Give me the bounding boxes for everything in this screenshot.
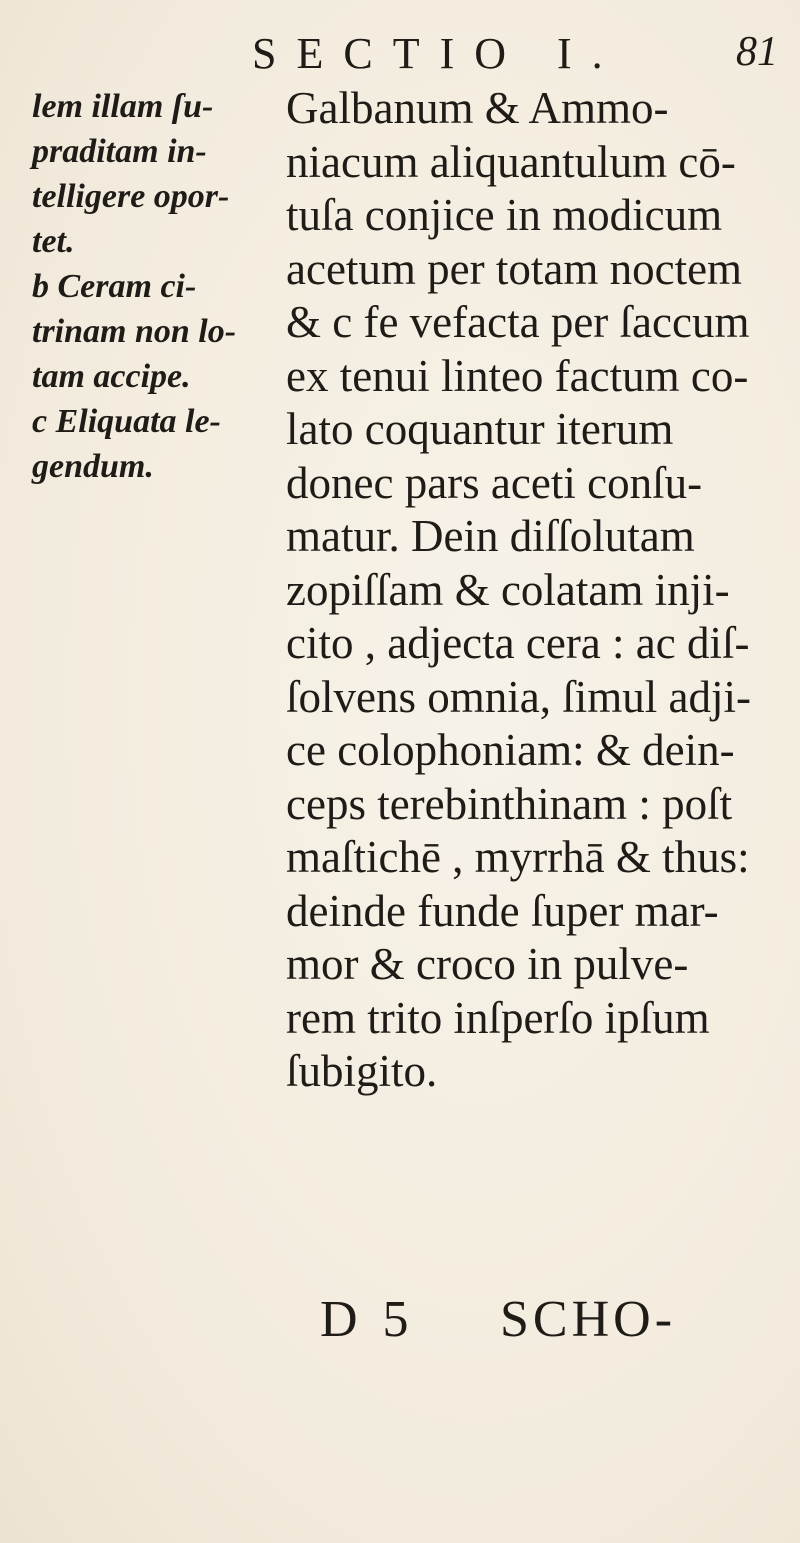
body-line: donec pars aceti conſu- (286, 457, 703, 508)
margin-note-line: tet. (32, 223, 75, 260)
margin-note-line: c Eliquata le- (32, 403, 221, 440)
catchword: SCHO- (500, 1291, 677, 1348)
section-heading: SECTIO I. (252, 29, 623, 78)
running-header (252, 28, 778, 80)
marginal-notes (32, 84, 267, 489)
body-line: ſubigito. (286, 1046, 438, 1096)
body-line: rem trito inſperſo ipſum (286, 992, 710, 1043)
page-footer (320, 1290, 782, 1350)
body-line: deinde funde ſuper mar- (286, 885, 719, 936)
body-line: cito , adjecta cera : ac diſ- (286, 618, 750, 668)
body-line: ſolvens omnia, ſimul adji- (286, 671, 751, 722)
body-line: ce colophoniam: & dein- (286, 725, 735, 775)
margin-note-line: telligere opor- (32, 178, 230, 215)
signature-mark: D 5 (320, 1291, 415, 1348)
page-number: 81 (736, 29, 778, 75)
body-line: & c fe vefacta per ſaccum (286, 297, 750, 347)
body-line: Galbanum & Ammo- (286, 83, 669, 133)
margin-note-line: tam accipe. (32, 358, 191, 395)
margin-note-line: trinam non lo- (32, 313, 237, 350)
body-line: acetum per totam noctem (286, 243, 743, 294)
margin-note-line: gendum. (32, 448, 154, 485)
body-line: tuſa conjice in modicum (286, 190, 723, 240)
body-line: zopiſſam & colatam inji- (286, 564, 730, 615)
margin-note-line: lem illam ſu- (32, 88, 214, 125)
body-line: ceps terebinthinam : poſt (286, 778, 733, 829)
main-text (286, 82, 786, 1099)
body-line: lato coquantur iterum (286, 404, 674, 454)
body-line: matur. Dein diſſolutam (286, 511, 695, 561)
margin-note-line: b Ceram ci- (32, 268, 197, 305)
body-line: ex tenui linteo factum co- (286, 350, 749, 401)
margin-note-line: praditam in- (32, 133, 207, 170)
body-line: maſtichē , myrrhā & thus: (286, 832, 750, 882)
body-line: mor & croco in pulve- (286, 939, 689, 989)
body-line: niacum aliquantulum cō- (286, 136, 736, 187)
